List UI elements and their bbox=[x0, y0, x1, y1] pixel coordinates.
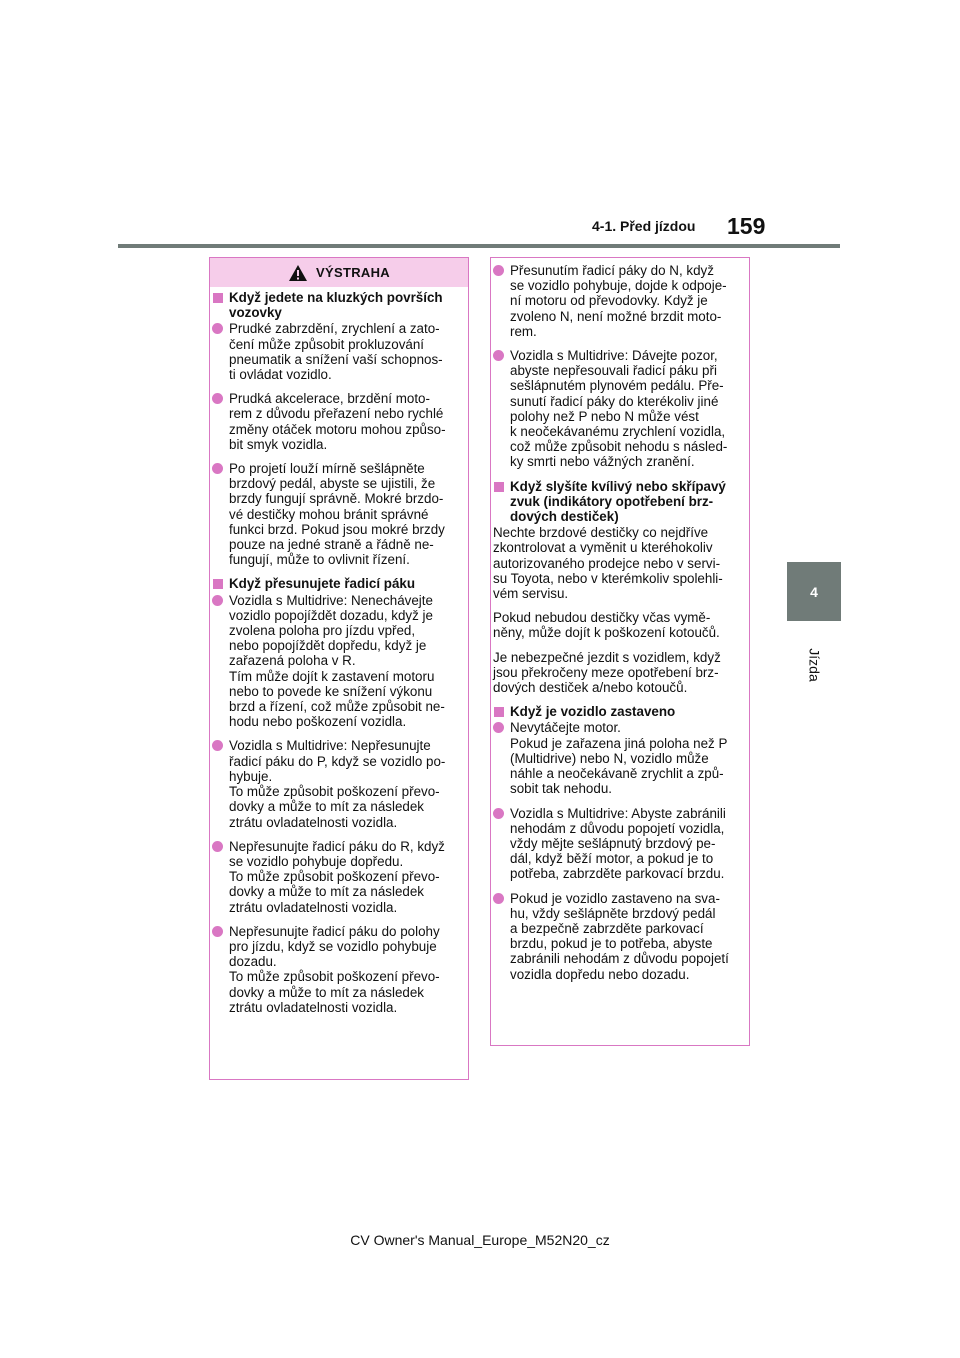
page-number: 159 bbox=[727, 213, 766, 239]
chapter-label-text: Jízda bbox=[807, 648, 823, 682]
chapter-number: 4 bbox=[810, 583, 818, 600]
section-title: 4-1. Před jízdou bbox=[592, 218, 696, 234]
chapter-label bbox=[790, 645, 840, 685]
list-item: Vozidla s Multidrive: Abyste zabránili nehodám z důvodu popojetí vozidla, vždy mějte sešlápnutý brzdový pe- dál, když běží motor, a pokud je to potřeba, zabrzděte parkovací brzdu. bbox=[493, 806, 731, 882]
list-item: Nepřesunujte řadicí páku do R, když se vozidlo pohybuje dopředu. To může způsobit poškození převo- dovky a může to mít za následek ztrátu ovladatelnosti vozidla. bbox=[212, 839, 450, 915]
right-column bbox=[493, 263, 731, 991]
list-item: Prudké zabrzdění, zrychlení a zato- čení může způsobit prokluzování pneumatik a snížení vaší schopnos- ti ovládat vozidlo. bbox=[212, 321, 450, 382]
list-item: Přesunutím řadicí páky do N, když se vozidlo pohybuje, dojde k odpoje- ní motoru od převodovky. Když je zvoleno N, není možné brzdit moto- rem. bbox=[493, 263, 731, 339]
list-item: Nepřesunujte řadicí páku do polohy pro jízdu, když se vozidlo pohybuje dozadu. To může způsobit poškození převo- dovky a může to mít za následek ztrátu ovladatelnosti vozidla. bbox=[212, 924, 450, 1015]
list-item: Po projetí louží mírně sešlápněte brzdový pedál, abyste se ujistili, že brzdy fungují správně. Mokré brzdo- vé destičky mohou bránit správné funkci brzd. Pokud jsou mokré brzdy pouze na jedné straně a řádně ne- fungují, může to ovlivnit řízení. bbox=[212, 461, 450, 567]
list-item: Vozidla s Multidrive: Dávejte pozor, abyste nepřesouvali řadicí páku při sešlápnutém plynovém pedálu. Pře- sunutí řadicí páky do kterékoliv jiné polohy než P nebo N může vést k neočekávanému zrychlení vozidla, což může způsobit nehodu s násled- ky smrti nebo vážných zranění. bbox=[493, 348, 731, 470]
heading-brake-squeal: Když slyšíte kvílivý nebo skřípavý zvuk (indikátory opotřebení brz-dových destiček) bbox=[493, 479, 731, 525]
paragraph: Pokud nebudou destičky včas vymě- něny, může dojít k poškození kotoučů. bbox=[493, 610, 720, 641]
warning-title: VÝSTRAHA bbox=[316, 265, 390, 280]
paragraph: Je nebezpečné jezdit s vozidlem, když jsou překročeny meze opotřebení brz- dových destiček a/nebo kotoučů. bbox=[493, 649, 721, 696]
list-item: Vozidla s Multidrive: Nepřesunujte řadicí páku do P, když se vozidlo po- hybuje. To může způsobit poškození převo- dovky a může to mít za následek ztrátu ovladatelnosti vozidla. bbox=[212, 738, 450, 829]
list-item: Nevytáčejte motor. Pokud je zařazena jiná poloha než P (Multidrive) nebo N, vozidlo může náhle a neočekávaně zrychlit a způ- sobit tak nehodu. bbox=[493, 720, 731, 796]
heading-shifting: Když přesunujete řadicí páku bbox=[212, 576, 450, 591]
warning-header bbox=[210, 258, 468, 287]
left-column bbox=[212, 290, 450, 1024]
paragraph: Nechte brzdové destičky co nejdříve zkontrolovat a vyměnit u kteréhokoliv autorizovaného prodejce nebo v servi- su Toyota, nebo v kterémkoliv spolehli- vém servisu. bbox=[493, 525, 723, 602]
warning-triangle-icon bbox=[288, 264, 308, 282]
heading-vehicle-stopped: Když je vozidlo zastaveno bbox=[493, 704, 731, 719]
heading-slippery-roads: Když jedete na kluzkých površích vozovky bbox=[212, 290, 450, 320]
list-item: Pokud je vozidlo zastaveno na sva- hu, vždy sešlápněte brzdový pedál a bezpečně zabrzděte parkovací brzdu, pokud je to potřeba, abyste zabránili nehodám z důvodu popojetí vozidla dopředu nebo dozadu. bbox=[493, 891, 731, 982]
list-item: Vozidla s Multidrive: Nenechávejte vozidlo popojíždět dozadu, když je zvolena poloha pro jízdu vpřed, nebo popojíždět dopředu, když je zařazená poloha v R. Tím může dojít k zastavení motoru nebo to povede ke snížení výkonu brzd a řízení, což může způsobit ne- hodu nebo poškození vozidla. bbox=[212, 593, 450, 730]
chapter-tab bbox=[787, 562, 841, 621]
list-item: Prudká akcelerace, brzdění moto- rem z důvodu přeřazení nebo rychlé změny otáček motoru mohou způso- bit smyk vozidla. bbox=[212, 391, 450, 452]
header-rule bbox=[118, 244, 840, 248]
footer-text: CV Owner's Manual_Europe_M52N20_cz bbox=[350, 1232, 610, 1248]
